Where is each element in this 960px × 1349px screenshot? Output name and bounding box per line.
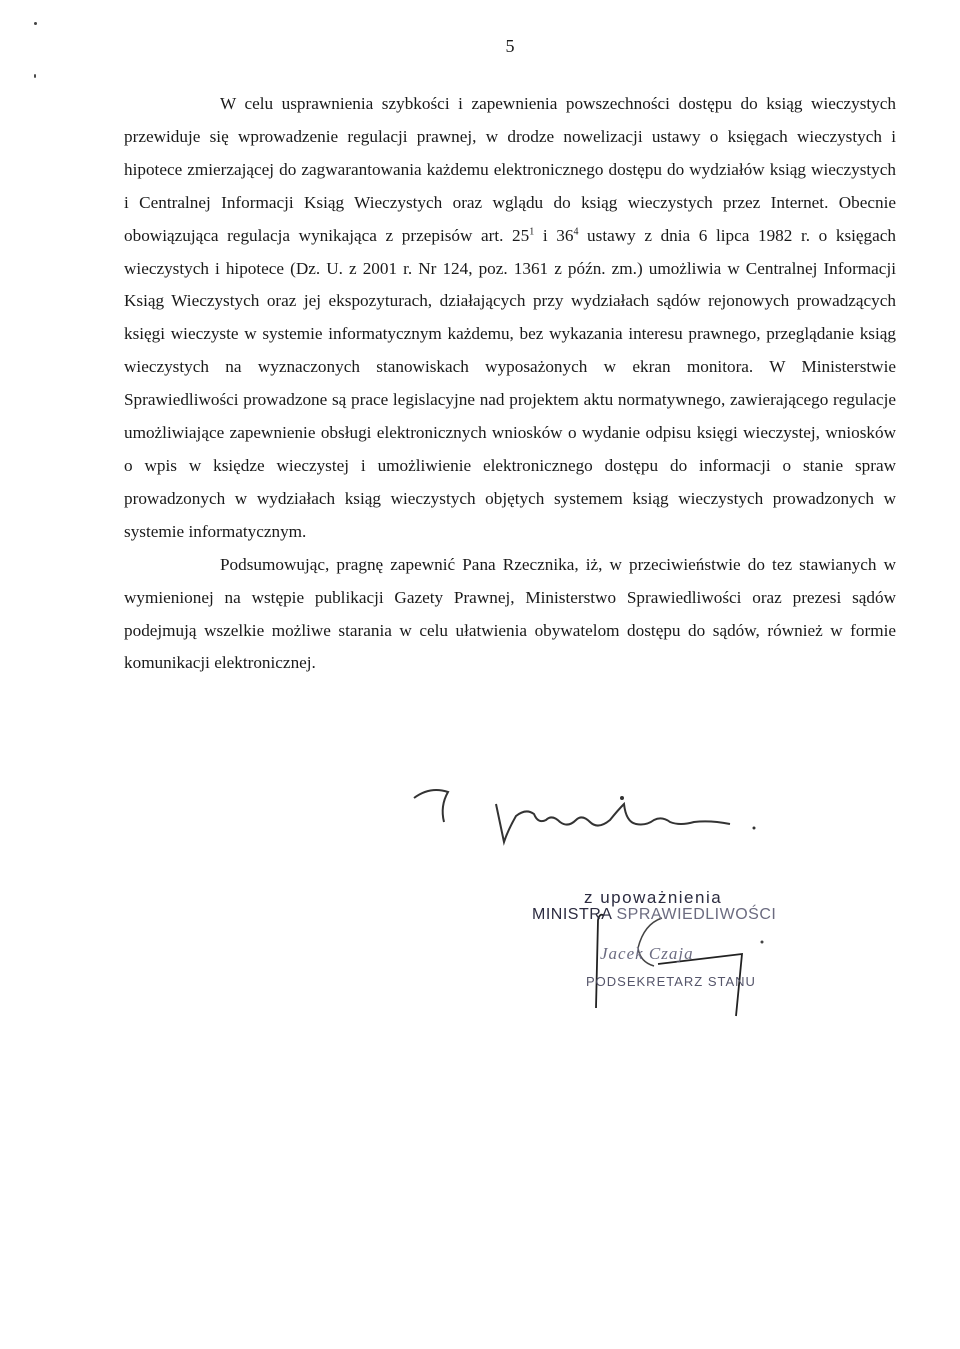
- paragraph-1: W celu usprawnienia szybkości i zapewnienia powszechności dostępu do ksiąg wieczystych przewiduje się wprowadzenie regulacji prawnej, w drodze nowelizacji ustawy o księgach wieczystych i hipotece zmierzającej do zagwarantowania każdemu elektronicznego dostępu do wydziałów ksiąg wieczystych i Centralnej Informacji Ksiąg Wieczystych oraz wglądu do ksiąg wieczystych przez Internet. Obecnie obowiązująca regulacja wynikająca z przepisów art. $25^1$ i $36^4$ ustawy z dnia 6 lipca 1982 r. o księgach wieczystych i hipotece (Dz. U. z 2001 r. Nr 124, poz. 1361 z późn. zm.) umożliwia w Centralnej Informacji Ksiąg Wieczystych oraz jej ekspozyturach, działających przy wydziałach sądów rejonowych prowadzących księgi wieczyste w systemie informatycznym każdemu, bez wykazania interesu prawnego, przeglądanie ksiąg wieczystych na wyznaczonych stanowiskach wyposażonych w ekran monitora. W Ministerstwie Sprawiedliwości prowadzone są prace legislacyjne nad projektem aktu normatywnego, zawierającego regulacje umożliwiające zapewnienie obsługi elektronicznych wniosków o wydanie odpisu księgi wieczystej, wniosków o wpis w księdze wieczystej i umożliwienie elektronicznego dostępu do informacji o stanie spraw prowadzonych w wydziałach ksiąg wieczystych objętych systemem ksiąg wieczystych prowadzonych w systemie informatycznym.: [124, 94, 896, 541]
- stamp-authorization: z upoważnienia: [584, 888, 723, 907]
- letter-body: [124, 88, 896, 680]
- signature-block: [400, 770, 820, 1030]
- stamp-signatory-name: Jacek Czaja: [600, 944, 694, 963]
- stamp-ministry: MINISTRA SPRAWIEDLIWOŚCI: [532, 906, 777, 923]
- scan-speck: [34, 22, 37, 25]
- scan-speck: [34, 74, 36, 78]
- stamp-position: PODSEKRETARZ STANU: [586, 974, 756, 989]
- paragraph-2: Podsumowując, pragnę zapewnić Pana Rzecznika, iż, w przeciwieństwie do tez stawianych w wymienionej na wstępie publikacji Gazety Prawnej, Ministerstwo Sprawiedliwości oraz prezesi sądów podejmują wszelkie możliwe starania w celu ułatwienia obywatelom dostępu do sądów, również w formie komunikacji elektronicznej.: [124, 554, 896, 673]
- page-number: 5: [505, 36, 515, 56]
